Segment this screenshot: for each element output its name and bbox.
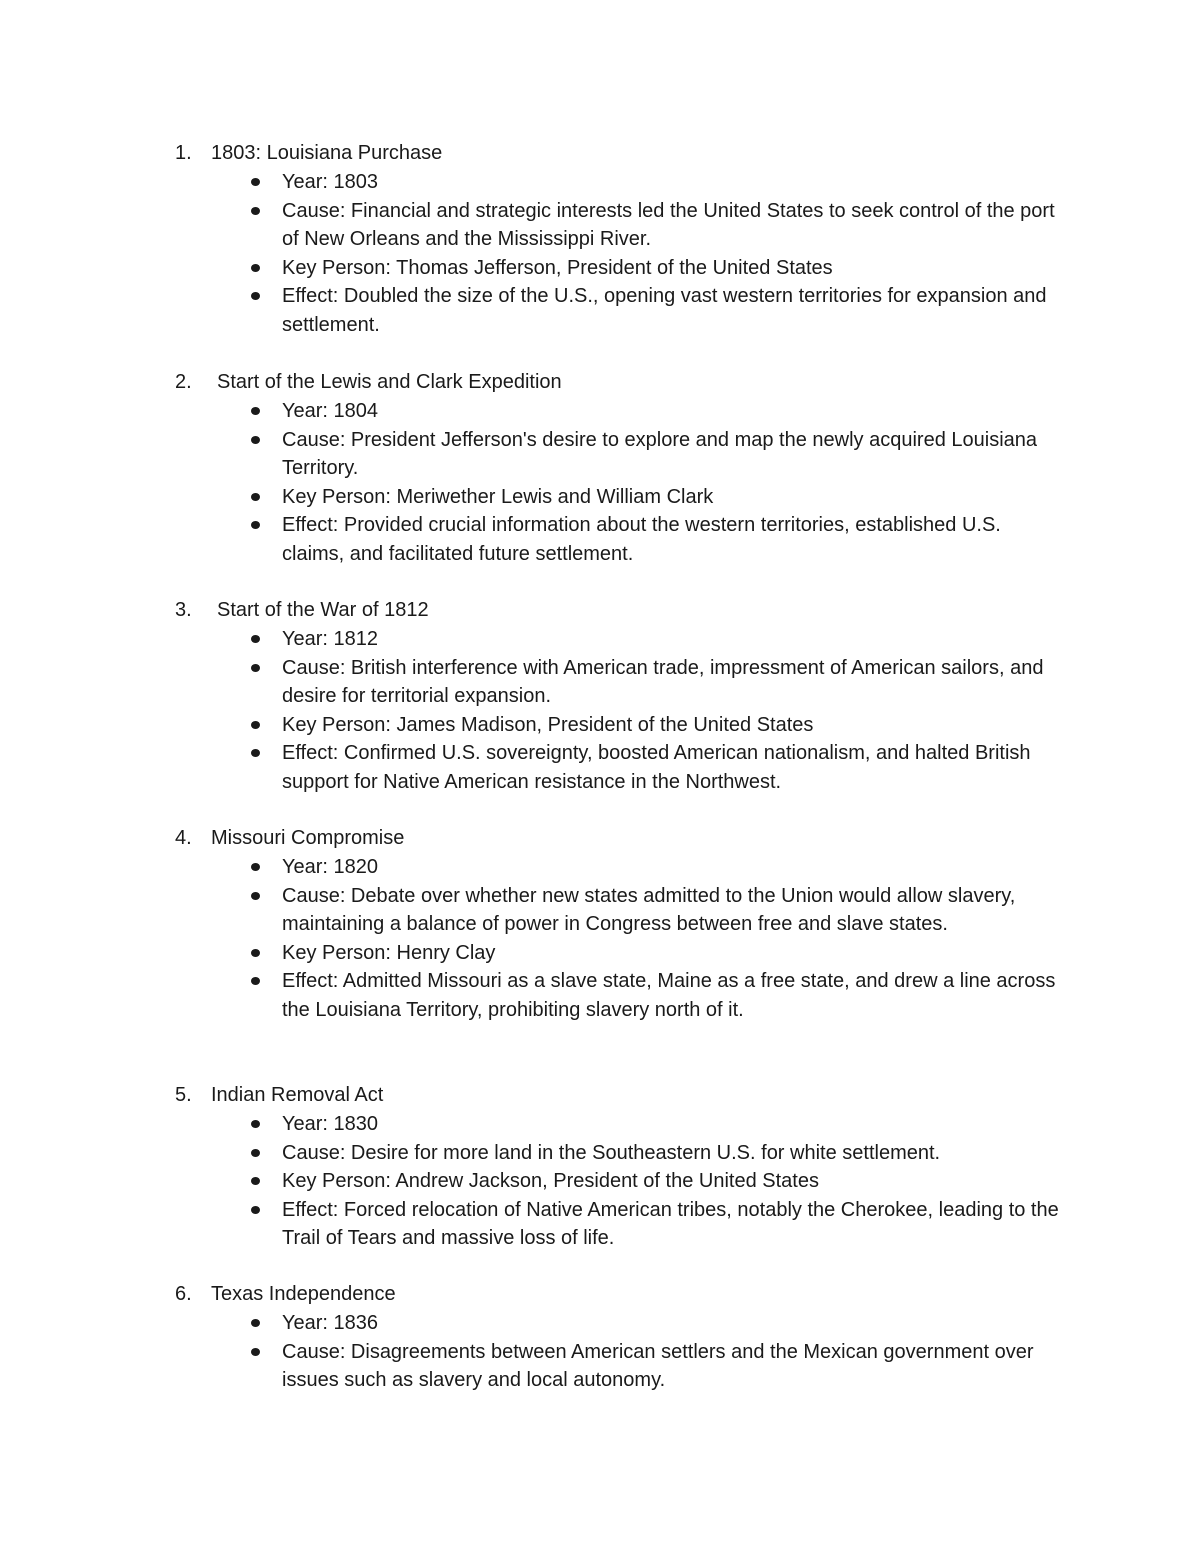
bullet-icon: [251, 977, 260, 985]
detail-text: Key Person: Henry Clay: [282, 941, 496, 964]
detail-item: [0, 1309, 1062, 1338]
bullet-icon: [251, 493, 260, 501]
bullet-icon: [251, 721, 260, 729]
detail-text: Key Person: Andrew Jackson, President of the United States: [282, 1170, 819, 1193]
detail-text: Year: 1820: [282, 856, 379, 878]
bullet-icon: [251, 264, 260, 272]
bullet-icon: [251, 1348, 260, 1356]
detail-text: Key Person: James Madison, President of the United States: [282, 713, 814, 736]
event-title: Texas Independence: [211, 1283, 396, 1305]
detail-item: [0, 1167, 1062, 1196]
detail-text: Year: 1812: [282, 628, 379, 650]
bullet-icon: [251, 207, 260, 215]
bullet-icon: [251, 436, 260, 444]
detail-text: Cause: President Jefferson's desire to explore and map the newly acquired Louisiana Territory.: [282, 428, 1038, 480]
detail-item: [0, 1139, 1062, 1168]
detail-item: [0, 625, 1062, 654]
bullet-icon: [251, 1177, 260, 1185]
detail-item: [0, 882, 1062, 939]
detail-item: [0, 1196, 1062, 1253]
detail-item: [0, 939, 1062, 968]
detail-item: [0, 1110, 1062, 1139]
event-item: [0, 1280, 1200, 1395]
event-title: 1803: Louisiana Purchase: [211, 142, 443, 164]
detail-text: Year: 1830: [282, 1113, 379, 1135]
detail-item: [0, 426, 1062, 483]
detail-text: Effect: Provided crucial information about the western territories, established U.S. claims, and facilitated future settlement.: [282, 514, 1001, 565]
event-title: Indian Removal Act: [211, 1084, 384, 1106]
detail-text: Year: 1836: [282, 1312, 379, 1334]
bullet-icon: [251, 863, 260, 871]
detail-item: [0, 654, 1062, 711]
detail-text: Effect: Doubled the size of the U.S., opening vast western territories for expansion and settlement.: [282, 285, 1047, 336]
event-number: 1.: [175, 142, 192, 164]
detail-item: [0, 254, 1062, 283]
event-number: 2.: [175, 371, 192, 393]
event-item: [0, 139, 1200, 340]
event-item: [0, 824, 1200, 1025]
event-heading: [0, 596, 1200, 625]
bullet-icon: [251, 635, 260, 643]
detail-text: Cause: British interference with American trade, impressment of American sailors, and desire for territorial expansion.: [282, 656, 1044, 708]
event-heading: [0, 1280, 1200, 1309]
event-title: Start of the Lewis and Clark Expedition: [217, 371, 562, 393]
detail-text: Cause: Desire for more land in the Southeastern U.S. for white settlement.: [282, 1141, 941, 1164]
detail-text: Year: 1804: [282, 400, 379, 422]
event-heading: [0, 139, 1200, 168]
event-number: 6.: [175, 1283, 192, 1305]
detail-item: [0, 511, 1062, 568]
detail-text: Cause: Financial and strategic interests led the United States to seek control of the port of New Orleans and the Mississippi River.: [282, 199, 1055, 251]
bullet-icon: [251, 1206, 260, 1214]
event-number: 4.: [175, 827, 192, 849]
detail-item: [0, 397, 1062, 426]
detail-text: Effect: Confirmed U.S. sovereignty, boosted American nationalism, and halted British support for Native American resistance in the Northwest.: [282, 742, 1031, 793]
detail-item: [0, 168, 1062, 197]
bullet-icon: [251, 1120, 260, 1128]
event-item: [0, 368, 1200, 569]
bullet-icon: [251, 407, 260, 415]
bullet-icon: [251, 292, 260, 300]
detail-text: Cause: Disagreements between American settlers and the Mexican government over issues such as slavery and local autonomy.: [282, 1340, 1034, 1392]
detail-item: [0, 197, 1062, 254]
event-heading: [0, 1081, 1200, 1110]
detail-text: Effect: Admitted Missouri as a slave state, Maine as a free state, and drew a line across the Louisiana Territory, prohibiting slavery north of it.: [282, 970, 1056, 1021]
detail-text: Key Person: Thomas Jefferson, President of the United States: [282, 256, 833, 279]
event-title: Start of the War of 1812: [217, 599, 429, 621]
detail-item: [0, 483, 1062, 512]
detail-item: [0, 282, 1062, 339]
bullet-icon: [251, 1149, 260, 1157]
detail-text: Key Person: Meriwether Lewis and William Clark: [282, 485, 714, 508]
bullet-icon: [251, 749, 260, 757]
detail-item: [0, 1338, 1062, 1395]
detail-text: Year: 1803: [282, 171, 379, 193]
event-title: Missouri Compromise: [211, 827, 405, 849]
bullet-icon: [251, 1319, 260, 1327]
event-item: [0, 1081, 1200, 1253]
bullet-icon: [251, 664, 260, 672]
detail-item: [0, 711, 1062, 740]
bullet-icon: [251, 949, 260, 957]
bullet-icon: [251, 892, 260, 900]
detail-text: Effect: Forced relocation of Native American tribes, notably the Cherokee, leading to the Trail of Tears and massive loss of life.: [282, 1198, 1059, 1250]
bullet-icon: [251, 178, 260, 186]
event-heading: [0, 824, 1200, 853]
event-number: 3.: [175, 599, 192, 621]
event-item: [0, 596, 1200, 797]
bullet-icon: [251, 521, 260, 529]
detail-item: [0, 967, 1062, 1024]
detail-item: [0, 853, 1062, 882]
event-heading: [0, 368, 1200, 397]
detail-item: [0, 739, 1062, 796]
event-number: 5.: [175, 1084, 192, 1106]
detail-text: Cause: Debate over whether new states admitted to the Union would allow slavery, maintaining a balance of power in Congress between free and slave states.: [282, 884, 1016, 936]
